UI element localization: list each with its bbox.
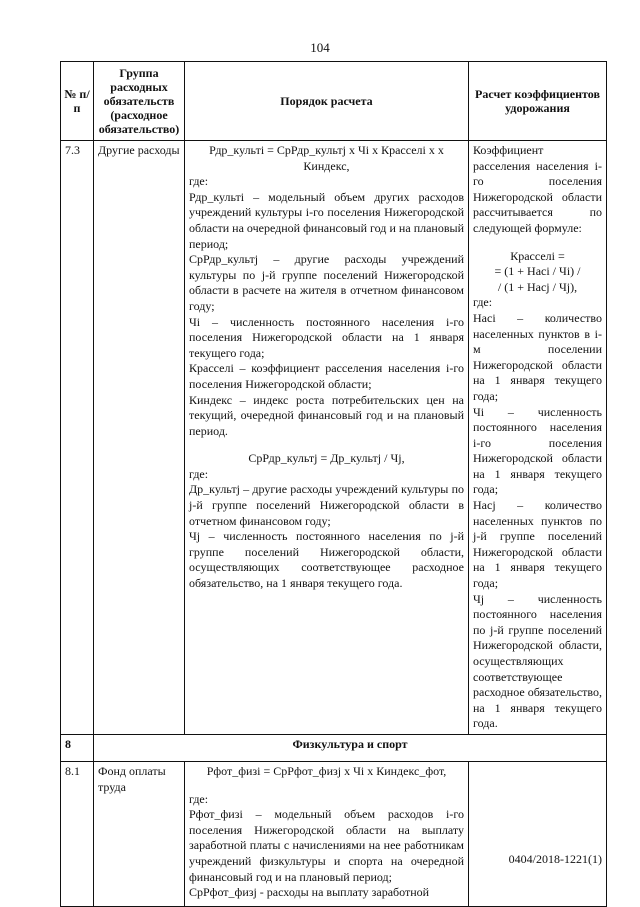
formula: Рфот_физi = СрРфот_физj x Чi x Киндекс_фот, — [206, 763, 447, 778]
where-label: где: — [473, 295, 493, 310]
definition: СрРдр_культj – другие расходы учреждений культуры по j-й группе поселений Нижегородской области в расчете на жителя в отчетном финансовом году; — [189, 252, 464, 313]
header-num: № п/п — [61, 62, 94, 141]
header-order: Порядок расчета — [185, 62, 469, 141]
row-group: Фонд оплаты труда — [94, 761, 185, 906]
table-header-row — [61, 62, 607, 141]
definition: Насi – количество населенных пунктов в i-м поселении Нижегородской области на 1 января текущего года; — [473, 310, 602, 403]
table-row — [61, 761, 607, 906]
where-label: где: — [189, 174, 209, 189]
calculation-table — [60, 61, 607, 907]
definition: Чi – численность постоянного населения i-го поселения Нижегородской области на 1 января текущего года; — [473, 404, 602, 497]
row-num: 8.1 — [61, 761, 94, 906]
row-order-cell — [185, 141, 469, 735]
row-coef-cell — [469, 761, 607, 906]
coef-formula: = (1 + Насi / Чi) / — [494, 264, 581, 279]
definition: Чj – численность постоянного населения по j-й группе поселений Нижегородской области, осуществляющих соответствующее расходное обязательство, на 1 января текущего года. — [189, 529, 464, 591]
definition: Красселi – коэффициент расселения населения i-го поселения Нижегородской области; — [189, 361, 464, 391]
row-num: 7.3 — [61, 141, 94, 735]
definition: Чj – численность постоянного населения по j-й группе поселений Нижегородской области, осуществляющих соответствующее расходное обязательство, на 1 января текущего года. — [473, 591, 602, 731]
row-coef-cell — [469, 141, 607, 735]
where-label: где: — [189, 466, 209, 481]
definition: Рфот_физi – модельный объем расходов i-го поселения Нижегородской области на выплату заработной платы с начислениями на нее работникам учреждений физкультуры и спорта на очередной финансовый год и на плановый период; — [189, 807, 464, 884]
definition: СрРфот_физj - расходы на выплату заработной — [189, 885, 430, 900]
formula: Рдр_культi = СрРдр_культj x Чi x Красселi x x Киндекс, — [209, 143, 444, 173]
header-group: Группа расходных обязательств (расходное обязательство) — [94, 62, 185, 141]
page-number: 104 — [310, 40, 330, 55]
definition: Чi – численность постоянного населения i-го поселения Нижегородской области на 1 января текущего года; — [189, 314, 464, 360]
header-coef: Расчет коэффициентов удорожания — [469, 62, 607, 141]
document-code: 0404/2018-1221(1) — [508, 852, 602, 866]
coef-intro: Коэффициент расселения населения i-го поселения Нижегородской области рассчитывается по следующей формуле: — [473, 143, 602, 235]
formula: СрРдр_культj = Др_культj / Чj, — [248, 451, 405, 466]
table-row — [61, 141, 607, 735]
section-row — [61, 734, 607, 761]
coef-formula: Красселi = — [510, 248, 565, 263]
section-num: 8 — [61, 734, 94, 761]
definition: Др_культj – другие расходы учреждений культуры по j-й группе поселений Нижегородской области в отчетном финансовом году; — [189, 482, 464, 528]
definition: Насj – количество населенных пунктов по j-й группе поселений Нижегородской области на 1 января текущего года; — [473, 498, 602, 591]
row-order-cell — [185, 761, 469, 906]
where-label: где: — [189, 791, 209, 806]
definition: Рдр_культi – модельный объем других расходов учреждений культуры i-го поселения Нижегородской области на очередной финансовый год и на плановый период; — [189, 189, 464, 251]
section-title: Физкультура и спорт — [94, 734, 607, 761]
coef-formula: / (1 + Насj / Чj), — [497, 279, 578, 294]
definition: Киндекс – индекс роста потребительских цен на текущий, очередной финансовый год и на плановый период. — [189, 392, 464, 438]
row-group: Другие расходы — [94, 141, 185, 735]
